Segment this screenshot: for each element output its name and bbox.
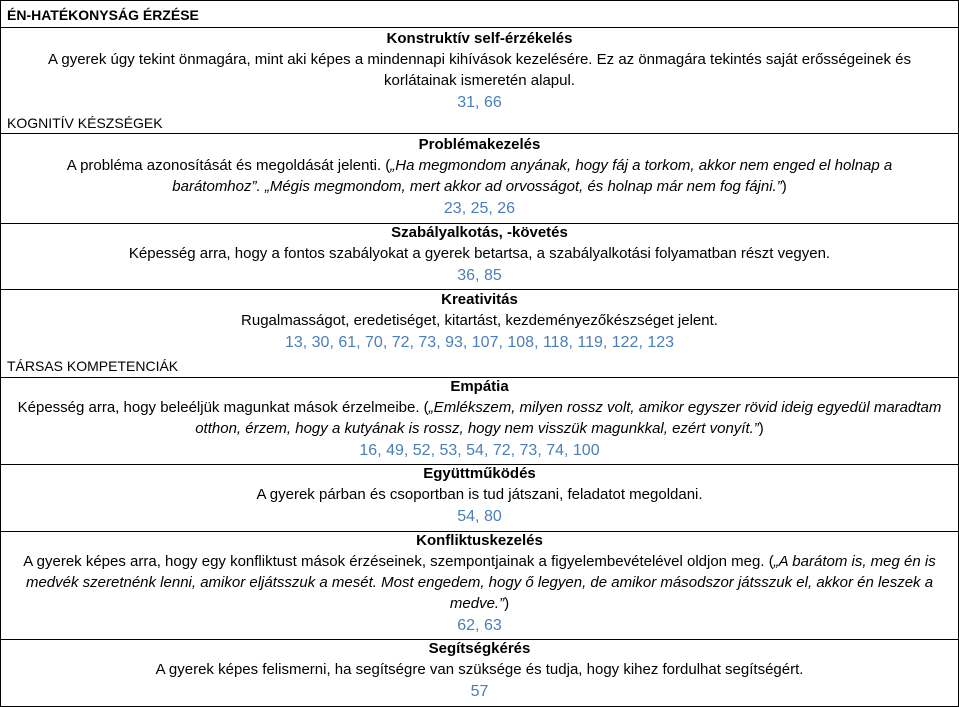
item-description (1, 49, 958, 91)
item-title: Konstruktív self-érzékelés (386, 30, 573, 47)
desc-example: „Ha megmondom anyának, hogy fáj a torkom, akkor nem enged el holnap a (390, 157, 893, 174)
item-egyuttmukodes (1, 464, 958, 529)
item-title: Kreativitás (441, 291, 518, 308)
item-page-numbers: 36, 85 (457, 267, 502, 284)
item-title: Konfliktuskezelés (416, 532, 543, 549)
item-description (1, 397, 958, 439)
item-page-numbers: 23, 25, 26 (443, 200, 516, 217)
desc-example: otthon, érzem, hogy a kutyának is rossz, hogy nem visszük magunkkal, ezért vonyít.” (195, 420, 759, 437)
desc-example: medve.” (449, 595, 505, 612)
item-page-numbers: 13, 30, 61, 70, 72, 73, 93, 107, 108, 118, 119, 122, 123 (284, 334, 675, 351)
item-title: Problémakezelés (418, 136, 541, 153)
item-konfliktuskezeles (1, 531, 958, 638)
item-description (1, 551, 958, 614)
desc-text: A probléma azonosítását és megoldását jelenti. ( (66, 157, 391, 174)
item-title: Szabályalkotás, -követés (391, 224, 568, 241)
item-description: A gyerek képes felismerni, ha segítségre van szüksége és tudja, hogy kihez fordulhat segítségért. (155, 661, 804, 678)
desc-line: korlátainak ismeretén alapul. (384, 72, 575, 89)
desc-text: A gyerek képes arra, hogy egy konfliktust mások érzéseinek, szempontjainak a figyelembevételével oldjon meg. ( (23, 553, 774, 570)
section-header-self-efficacy: ÉN-HATÉKONYSÁG ÉRZÉSE (7, 7, 199, 23)
desc-text: Képesség arra, hogy beleéljük magunkat mások érzelmeibe. ( (17, 399, 429, 416)
item-title: Empátia (450, 378, 509, 395)
divider (1, 27, 958, 28)
section-header-social: TÁRSAS KOMPETENCIÁK (7, 358, 179, 374)
item-page-numbers: 31, 66 (457, 94, 502, 111)
desc-text: ) (781, 178, 787, 195)
item-page-numbers: 62, 63 (457, 617, 502, 634)
desc-example: „A barátom is, meg én is (773, 553, 936, 570)
desc-example: medvék szeretnénk lenni, amikor eljátsszuk a mesét. Most engedem, hogy ő legyen, de amikor másodszor játsszuk el, akkor én leszek a (25, 574, 934, 591)
desc-example: „Emlékszem, milyen rossz volt, amikor egyszer rövid ideig egyedül maradtam (428, 399, 942, 416)
section-header-cognitive: KOGNITÍV KÉSZSÉGEK (7, 115, 163, 131)
item-description: Képesség arra, hogy a fontos szabályokat a gyerek betartsa, a szabályalkotási folyamatban részt vegyen. (128, 245, 831, 262)
item-kreativitas (1, 290, 958, 355)
item-description: Rugalmasságot, eredetiséget, kitartást, kezdeményezőkészséget jelent. (241, 312, 718, 329)
item-title: Együttműködés (423, 465, 536, 482)
item-description: A gyerek párban és csoportban is tud játszani, feladatot megoldani. (256, 486, 703, 503)
item-konstruktiv-self (1, 29, 958, 115)
desc-text: ) (504, 595, 510, 612)
desc-line: A gyerek úgy tekint önmagára, mint aki képes a mindennapi kihívások kezelésére. Ez az önmagára tekintés saját erősségeinek és (48, 51, 911, 68)
item-szabalyalkotas (1, 223, 958, 288)
item-segitsegkeres (1, 639, 958, 704)
desc-text: ) (758, 420, 764, 437)
desc-example: barátomhoz”. „Mégis megmondom, mert akkor ad orvosságot, és holnap már nem fog fájni.” (172, 178, 782, 195)
item-title: Segítségkérés (428, 640, 531, 657)
item-empatia (1, 377, 958, 463)
item-page-numbers: 16, 49, 52, 53, 54, 72, 73, 74, 100 (359, 442, 600, 459)
item-page-numbers: 57 (470, 683, 489, 700)
item-description (1, 155, 958, 197)
divider (1, 133, 958, 134)
item-problemakezeles (1, 135, 958, 221)
item-page-numbers: 54, 80 (457, 508, 502, 525)
